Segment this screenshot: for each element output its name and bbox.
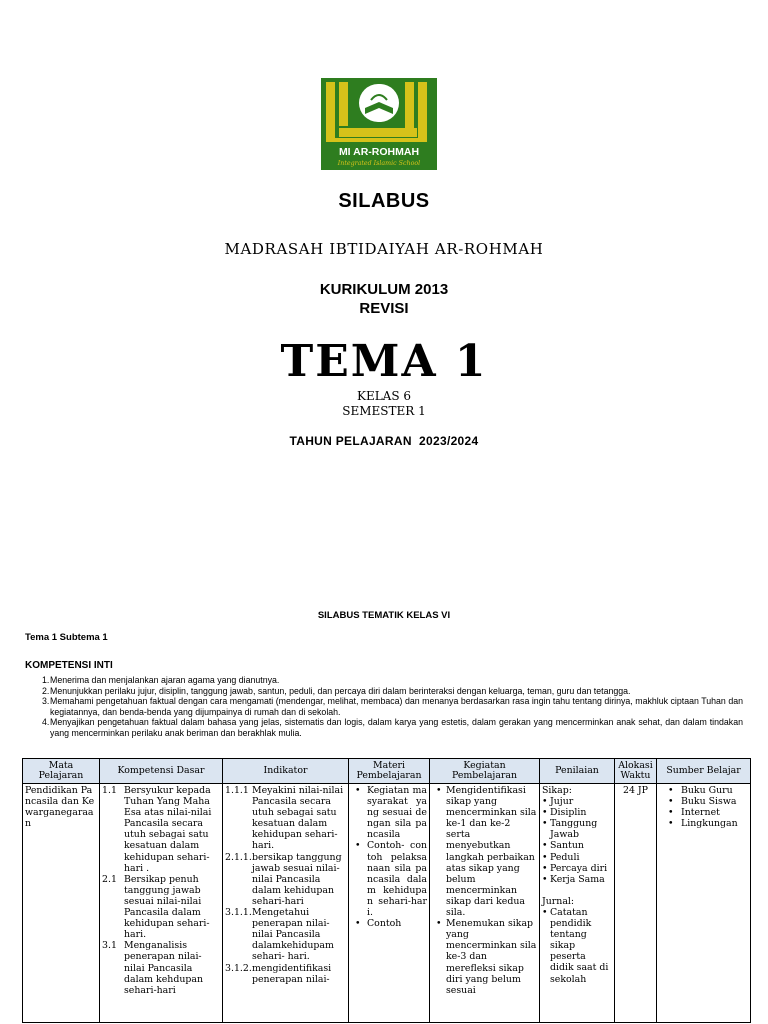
list-item: 3. Memahami pengetahuan faktual dengan cara mengamati (mendengar, melihat, membaca) dan menanya berdasarkan rasa ingin tahu tentang dirinya, makhluk ciptaan Tuhan dan kegiatannya, dan benda-benda yang dijumpainya di rumah dan di sekolah. [42,696,743,717]
subject-cell: Pendidikan Pancasila dan Kewarganegaraan [23,784,100,1023]
logo-name: MI AR-ROHMAH [338,146,420,158]
source-item: • Buku Siswa [659,796,748,807]
indicator-item: 3.1.2. mengidentifikasi penerapan nilai- [225,962,332,985]
assessment-item: • Percaya diri [542,863,612,874]
source-cell [657,784,751,1023]
list-item: 2. Menunjukkan perilaku jujur, disiplin, tanggung jawab, santun, peduli, dan percaya diri dalam berinteraksi dengan keluarga, teman, guru dan tetangga. [42,685,631,696]
source-item: • Internet [659,807,748,818]
school-logo [321,78,437,170]
indicator-item: 2.1.1. bersikap tanggung jawab sesuai nilai- nilai Pancasila dalam kehidupan sehari-hari [225,851,342,907]
list-item: 4. Menyajikan pengetahuan faktual dalam bahasa yang jelas, sistematis dan logis, dalam karya yang estetis, dalam gerakan yang mencerminkan anak sehat, dan dalam tindakan yang mencerminkan perilaku anak beriman dan berakhlak mulia. [42,717,743,738]
activity-cell [430,784,540,1023]
school-name: MADRASAH IBTIDAIYAH AR-ROHMAH [224,240,544,258]
assessment-item: • Tanggung Jawab [542,818,612,840]
semester: SEMESTER 1 [342,404,426,418]
col-header: Mata Pelajaran [23,759,100,784]
cover-title: SILABUS [338,190,430,212]
col-header: Materi Pembelajaran [349,759,430,784]
sikap-label: Sikap: [542,785,572,796]
assessment-cell [540,784,615,1023]
assessment-item: • Disiplin [542,807,612,818]
kd-item: 1.1 Bersyukur kepada Tuhan Yang Maha Esa atas nilai-nilai Pancasila secara utuh sebagai satu kesatuan dalam kehidupan sehari-hari . [102,785,212,874]
logo-tagline: Integrated Islamic School [337,160,421,167]
col-header: Penilaian [540,759,615,784]
theme-title: TEMA 1 [280,336,488,387]
table-header-row [23,759,751,784]
source-item: • Lingkungan [659,818,748,829]
activity-item: • Menemukan sikap yang mencerminkan sila ke-3 dan merefleksi sikap diri yang belum sesuai [432,918,537,996]
kd-cell [100,784,223,1023]
material-item: • Kegiatan masyarakat yang sesuai dengan sila pancasila [351,785,427,840]
revision: REVISI [359,300,409,317]
indicator-item: 1.1.1 Meyakini nilai-nilai Pancasila secara utuh sebagai satu kesatuan dalam kehidupan sehari-hari. [225,785,344,852]
table-row [23,784,751,1023]
curriculum: KURIKULUM 2013 [319,281,449,298]
assessment-item: • Santun [542,840,612,851]
col-header: Kompetensi Dasar [100,759,223,784]
assessment-item: • Kerja Sama [542,874,612,885]
indicator-item: 3.1.1. Mengetahui penerapan nilai-nilai Pancasila dalamkehidupam sehari- hari. [225,907,334,963]
indicator-cell [223,784,349,1023]
jurnal-label: Jurnal: [542,895,575,907]
time-cell: 24 JP [615,784,657,1023]
section-title: SILABUS TEMATIK KELAS VI [317,610,451,621]
kd-item: 3.1 Menganalisis penerapan nilai-nilai Pancasila dalam kehdupan sehari-hari [102,940,203,996]
academic-year: TAHUN PELAJARAN 2023/2024 [289,434,479,448]
assessment-item: • Catatan pendidik tentang sikap peserta didik saat di sekolah [542,907,612,985]
kd-item: 2.1 Bersikap penuh tanggung jawab sesuai nilai-nilai Pancasila dalam kehidupan sehari-hari. [102,873,210,941]
grade: KELAS 6 [356,389,412,403]
material-item: • Contoh [351,918,427,929]
source-item: • Buku Guru [659,785,748,796]
material-item: • Contoh- contoh pelaksanaan sila pancasila dalam kehidupan sehari-hari. [351,840,427,918]
assessment-item: • Peduli [542,852,612,863]
material-cell [349,784,430,1023]
col-header: Indikator [223,759,349,784]
col-header: Kegiatan Pembelajaran [430,759,540,784]
col-header: Alokasi Waktu [615,759,657,784]
syllabus-table [22,758,751,1023]
subtheme-label: Tema 1 Subtema 1 [25,632,108,643]
activity-item: • Mengidentifikasi sikap yang mencerminkan sila ke-1 dan ke-2 serta menyebutkan langkah perbaikan atas sikap yang belum mencerminkan sikap dari kedua sila. [432,785,537,918]
list-item: 1. Menerima dan menjalankan ajaran agama yang dianutnya. [42,675,280,685]
col-header: Sumber Belajar [657,759,751,784]
assessment-item: • Jujur [542,796,612,807]
ki-list [25,675,743,739]
ki-heading: KOMPETENSI INTI [25,660,113,671]
